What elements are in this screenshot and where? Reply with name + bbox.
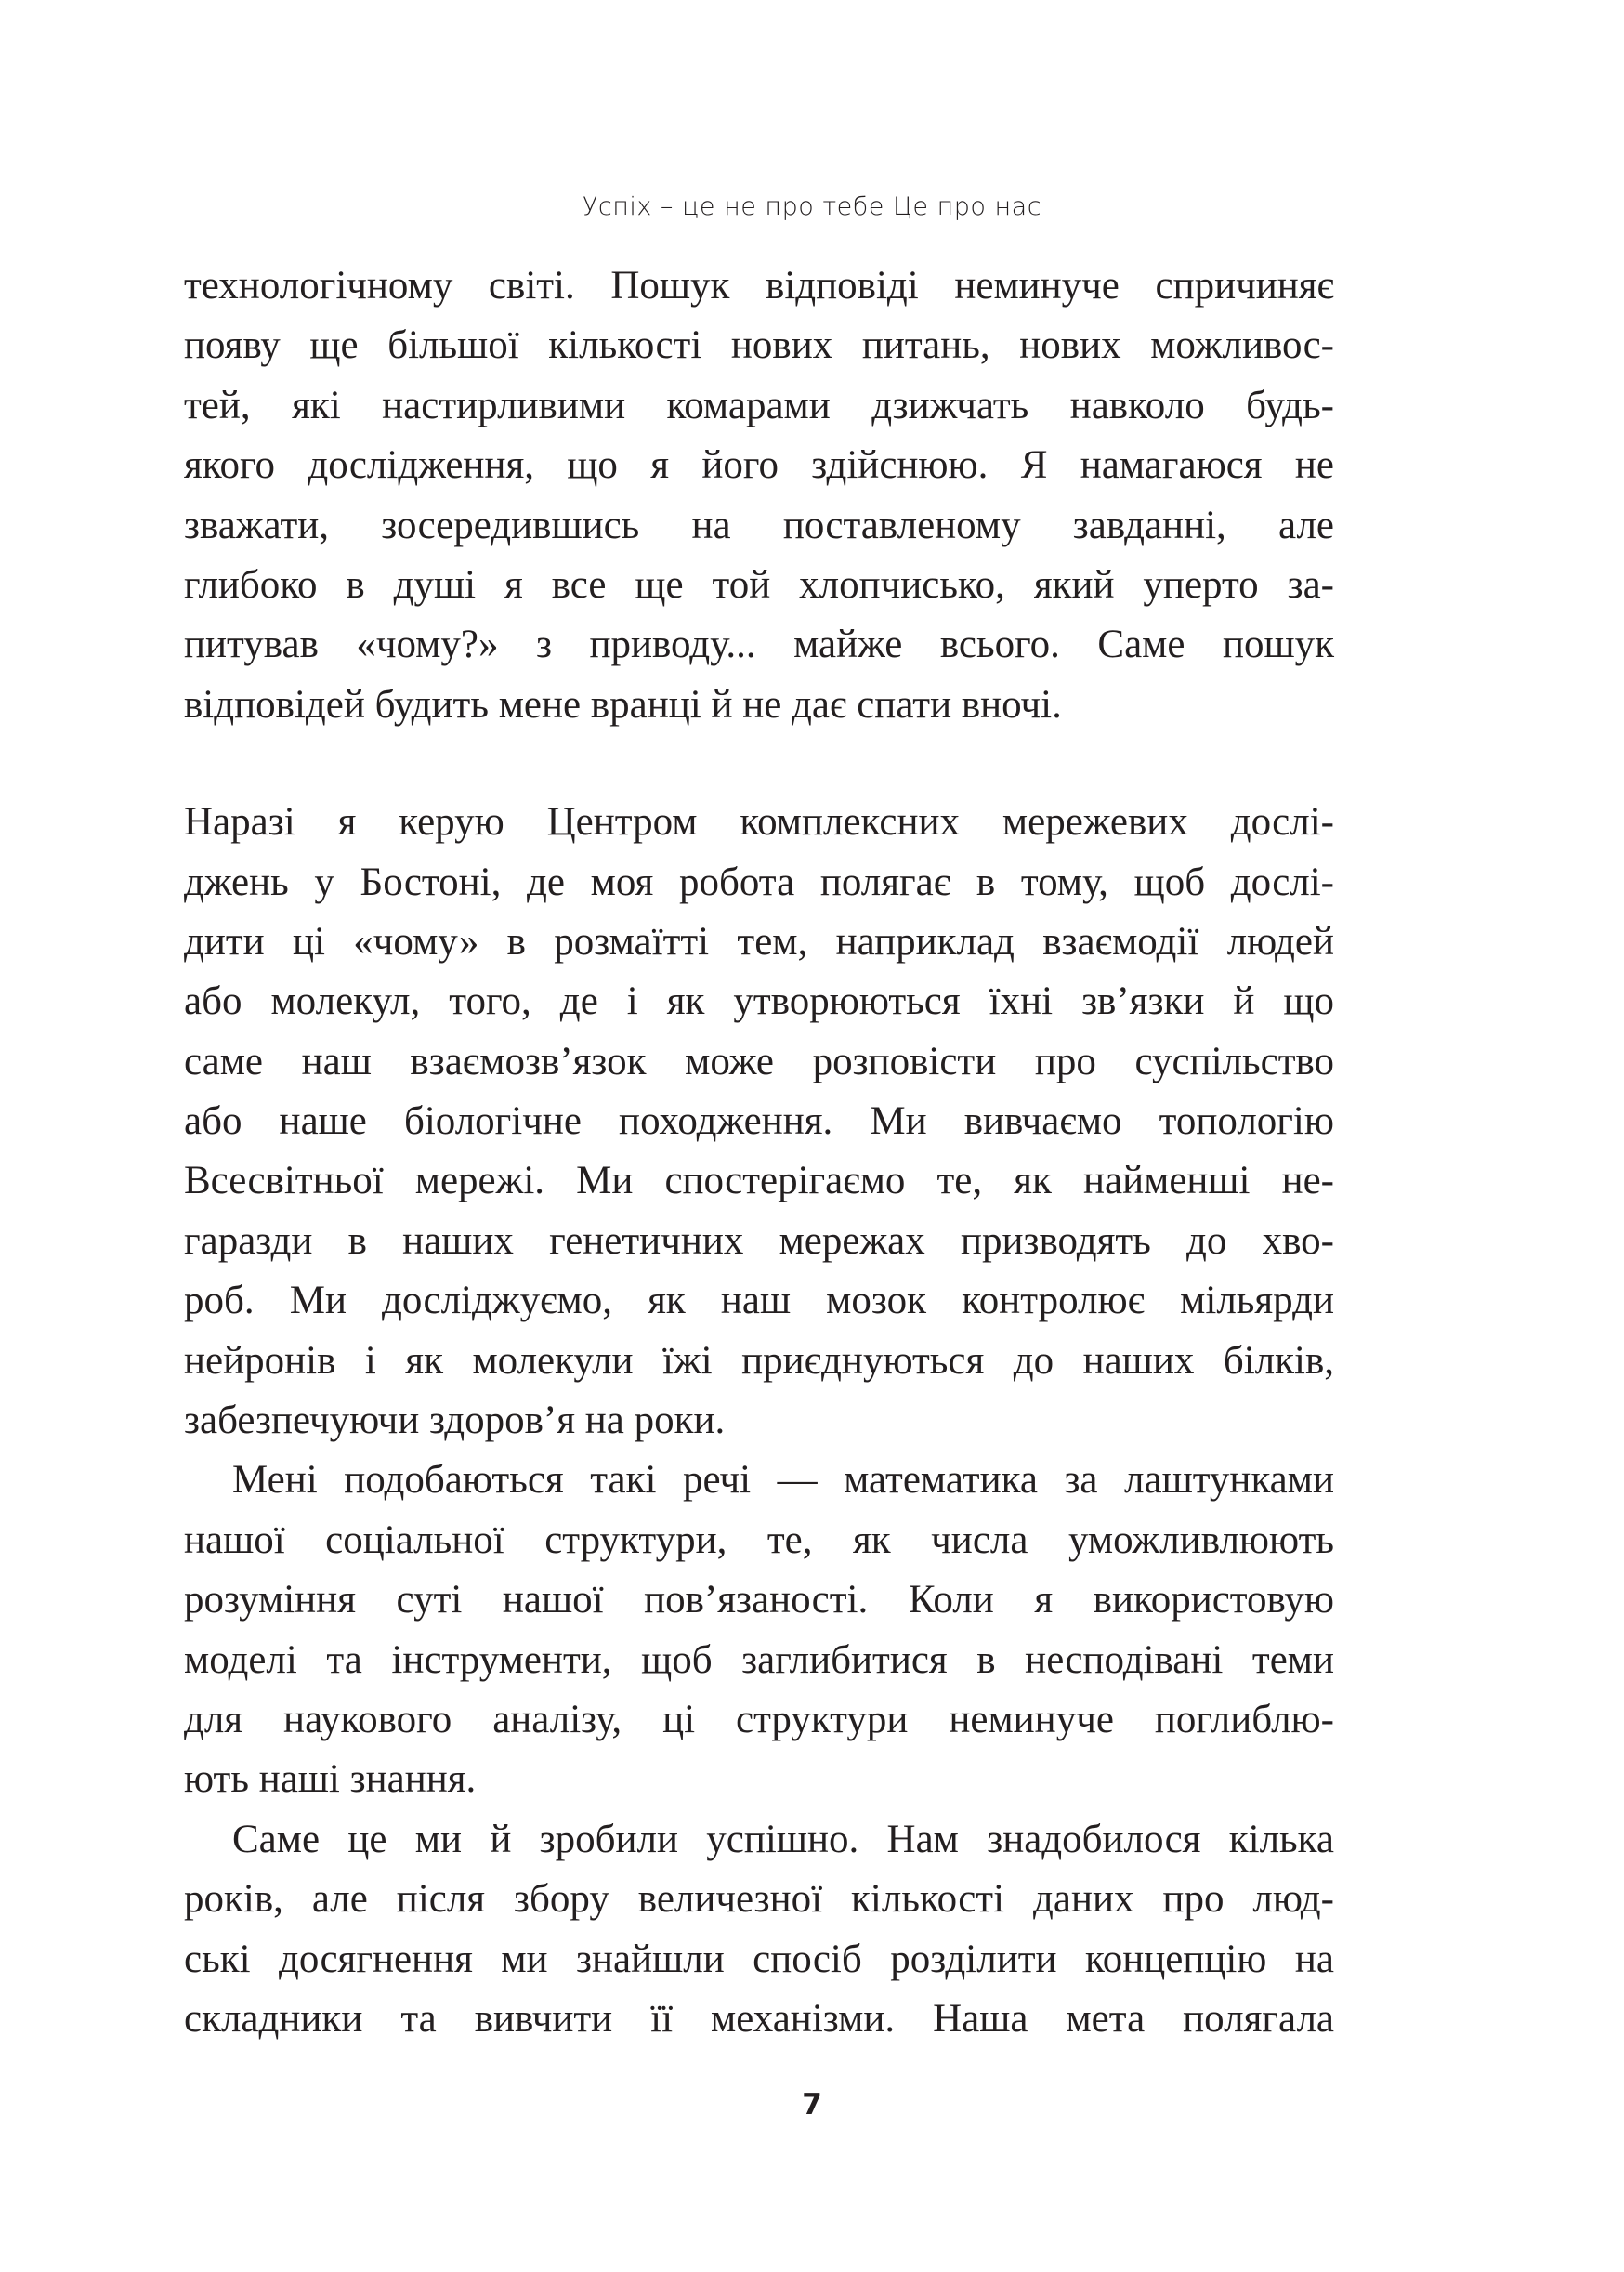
text-line: якого дослідження, що я його здійснюю. Я намагаюся не [184,443,1334,488]
text-line: моделі та інструменти, щоб заглибитися в несподівані теми [184,1637,1334,1682]
text-line: технологічному світі. Пошук відповіді неминуче спричиняє [184,264,1334,308]
text-line: зважати, зосередившись на поставленому завданні, але [184,503,1334,547]
text-line: Мені подобаються такі речі — математика за лаштунками [232,1458,1334,1503]
text-line: або наше біологічне походження. Ми вивчаємо топологію [184,1099,1334,1144]
text-line: появу ще більшої кількості нових питань, нових можливос- [184,323,1334,368]
body-text [184,256,1334,2049]
text-line: Саме це ми й зробили успішно. Нам знадобилося кілька [232,1817,1334,1861]
text-line: для наукового аналізу, ці структури неминуче поглиблю- [184,1697,1334,1741]
text-line: забезпечуючи здоров’я на роки. [184,1399,726,1443]
page-number: 7 [802,2088,822,2121]
text-line: роб. Ми досліджуємо, як наш мозок контролює мільярди [184,1279,1334,1323]
text-line: нашої соціальної структури, те, як числа уможливлюють [184,1517,1334,1562]
text-line: Наразі я керую Центром комплексних мережевих дослі- [184,800,1334,845]
text-line: Всесвітньої мережі. Ми спостерігаємо те, як найменші не- [184,1159,1334,1203]
text-line: розуміння суті нашої пов’язаності. Коли я використовую [184,1578,1334,1622]
paragraph [184,256,1334,735]
text-line: відповідей будить мене вранці й не дає спати вночі. [184,682,1062,727]
text-line: ють наші знання. [184,1757,477,1802]
text-line: ські досягнення ми знайшли спосіб розділити концепцію на [184,1937,1334,1981]
paragraph [184,1451,1334,1809]
text-line: питував «чому?» з приводу... майже всього. Саме пошук [184,623,1334,667]
text-line: років, але після збору величезної кількості даних про люд- [184,1877,1334,1922]
text-line: гаразди в наших генетичних мережах призводять до хво- [184,1218,1334,1263]
section-break [184,735,1334,793]
text-line: складники та вивчити її механізми. Наша мета полягала [184,1996,1334,2041]
text-line: дити ці «чому» в розмаїтті тем, наприклад взаємодії людей [184,919,1334,964]
running-head: Успіх – це не про тебе Це про нас [582,192,1042,221]
text-line: тей, які настирливими комарами дзижчать навколо будь- [184,383,1334,427]
text-line: глибоко в душі я все ще той хлопчисько, який уперто за- [184,562,1334,607]
paragraph [184,1810,1334,2050]
text-line: нейронів і як молекули їжі приєднуються до наших білків, [184,1338,1334,1383]
text-line: джень у Бостоні, де моя робота полягає в тому, щоб дослі- [184,860,1334,904]
text-line: саме наш взаємозв’язок може розповісти про суспільство [184,1039,1334,1083]
text-line: або молекул, того, де і як утворюються їхні зв’язки й що [184,979,1334,1024]
paragraph [184,793,1334,1451]
